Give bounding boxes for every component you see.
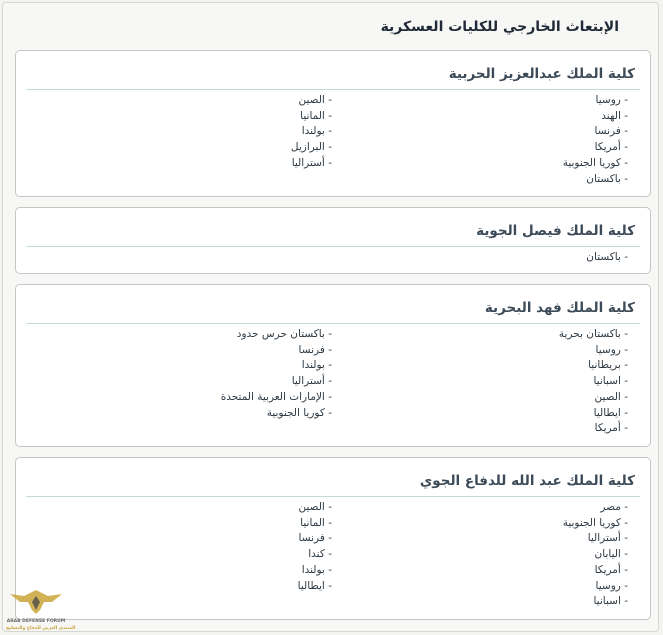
list-item: - اسبانيا [563,594,628,610]
country-list-right [559,327,628,437]
list-item: - باكستان [563,172,628,188]
list-item: - أستراليا [221,374,332,390]
list-item: - مصر [563,500,628,516]
list-item: - كوريا الجنوبية [221,406,332,422]
watermark-forum-name-en: ARAB DEFENSE FORUM [6,619,66,624]
section-divider [26,323,640,324]
list-item: - كوريا الجنوبية [563,156,628,172]
section-title: كلية الملك فهد البحرية [484,300,635,316]
list-item: - كوريا الجنوبية [563,516,628,532]
list-item: - بولندا [298,563,332,579]
watermark-forum-name-ar: المنتدى العربي للدفاع والتسليح [6,626,76,631]
list-item: - ايطاليا [559,406,628,422]
section-divider [26,89,640,90]
section-title: كلية الملك فيصل الجوية [476,223,635,239]
list-item: - كندا [298,547,332,563]
section-card-king-abdulaziz-military-college [15,50,651,197]
list-item: - أمريكا [563,140,628,156]
list-item: - أستراليا [563,531,628,547]
list-item: - فرنسا [563,124,628,140]
list-item: - الصين [559,390,628,406]
list-item: - المانيا [291,109,332,125]
list-item: - روسيا [563,93,628,109]
list-item: - الهند [563,109,628,125]
country-list-right [563,500,628,610]
list-item: - باكستان بحرية [559,327,628,343]
list-item: - الصين [298,500,332,516]
section-divider [26,496,640,497]
list-item: - المانيا [298,516,332,532]
list-item: - اليابان [563,547,628,563]
section-card-king-faisal-air-college [15,207,651,274]
page-title: الإبتعاث الخارجي للكليات العسكرية [380,19,619,35]
section-divider [26,246,640,247]
list-item: - بولندا [291,124,332,140]
list-item: - البرازيل [291,140,332,156]
section-title: كلية الملك عبد الله للدفاع الجوي [419,473,635,489]
list-item: - أمريكا [559,421,628,437]
section-card-king-fahd-naval-college [15,284,651,447]
list-item: - فرنسا [221,343,332,359]
list-item: - روسيا [563,579,628,595]
list-item: - أستراليا [291,156,332,172]
list-item: - أمريكا [563,563,628,579]
list-item: - الصين [291,93,332,109]
list-item: - اسبانيا [559,374,628,390]
country-list-right [563,93,628,187]
list-item: - ايطاليا [298,579,332,595]
list-item: - بولندا [221,358,332,374]
country-list-right [586,250,628,266]
list-item: - فرنسا [298,531,332,547]
list-item: - الإمارات العربية المتحدة [221,390,332,406]
country-list-left [291,93,332,172]
section-title: كلية الملك عبدالعزيز الحربية [448,66,635,82]
list-item: - باكستان حرس حدود [221,327,332,343]
country-list-left [298,500,332,594]
list-item: - روسيا [559,343,628,359]
list-item: - باكستان [586,250,628,266]
section-card-king-abdullah-air-defense-college [15,457,651,620]
country-list-left [221,327,332,421]
list-item: - بريطانيا [559,358,628,374]
